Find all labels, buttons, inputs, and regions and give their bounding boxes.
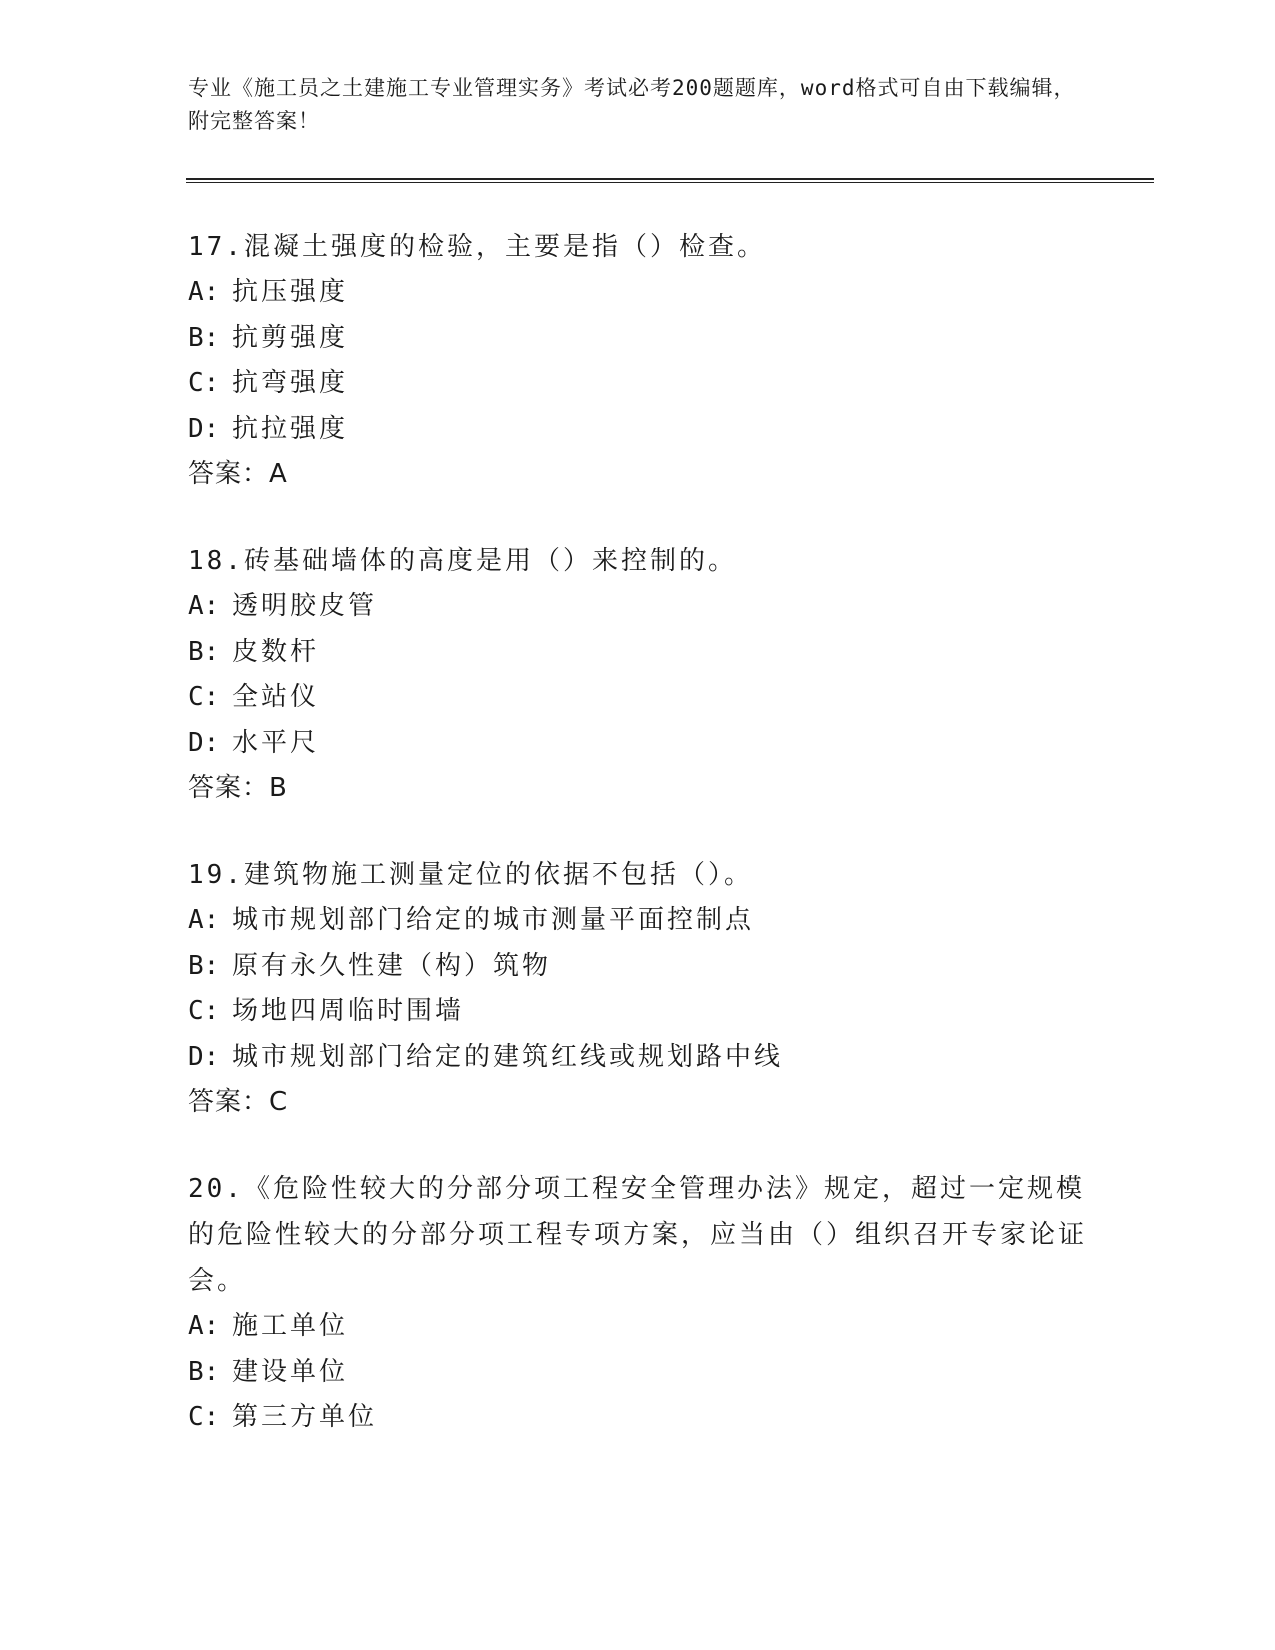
option-a — [188, 270, 1088, 316]
option-letter: D: — [188, 1041, 220, 1072]
option-text: 原有永久性建（构）筑物 — [232, 950, 552, 981]
question-stem: 20.《危险性较大的分部分项工程安全管理办法》规定，超过一定规模的危险性较大的分部分项工程专项方案，应当由（）组织召开专家论证会。 — [188, 1174, 1088, 1296]
option-letter: A: — [188, 1311, 220, 1341]
answer-line: 答案：C — [188, 1087, 289, 1117]
option-letter: B: — [188, 1356, 220, 1387]
document-header: 专业《施工员之土建施工专业管理实务》考试必考200题题库，word格式可自由下载编辑，附完整答案！ — [188, 76, 1076, 133]
option-a — [188, 1304, 1088, 1350]
option-text: 透明胶皮管 — [232, 591, 378, 621]
option-text: 抗压强度 — [232, 277, 349, 307]
option-b — [188, 630, 1088, 676]
option-c — [188, 1395, 1088, 1441]
option-a — [188, 584, 1088, 630]
option-letter: C: — [188, 1402, 220, 1432]
header-divider — [186, 178, 1154, 183]
option-d — [188, 721, 1088, 767]
question-stem: 17.混凝土强度的检验，主要是指（）检查。 — [188, 232, 766, 262]
question-stem: 18.砖基础墙体的高度是用（）来控制的。 — [188, 546, 737, 576]
option-text: 施工单位 — [232, 1311, 349, 1341]
question-18 — [188, 538, 1088, 810]
option-c — [188, 989, 1088, 1035]
option-text: 城市规划部门给定的城市测量平面控制点 — [232, 905, 755, 935]
question-stem: 19.建筑物施工测量定位的依据不包括（）。 — [188, 860, 753, 890]
option-b — [188, 944, 1088, 990]
option-c — [188, 361, 1088, 407]
answer-line: 答案：B — [188, 773, 288, 803]
question-20 — [188, 1166, 1088, 1441]
option-text: 抗弯强度 — [232, 368, 349, 398]
question-19 — [188, 852, 1088, 1124]
option-letter: B: — [188, 636, 220, 667]
option-d — [188, 1035, 1088, 1081]
option-text: 场地四周临时围墙 — [232, 996, 465, 1026]
option-d — [188, 407, 1088, 453]
option-text: 水平尺 — [232, 727, 320, 758]
option-letter: A: — [188, 591, 220, 621]
option-text: 抗拉强度 — [232, 413, 349, 444]
option-b — [188, 1350, 1088, 1396]
option-letter: B: — [188, 950, 220, 981]
option-text: 抗剪强度 — [232, 322, 349, 353]
option-letter: C: — [188, 368, 220, 398]
option-letter: D: — [188, 727, 220, 758]
option-text: 建设单位 — [232, 1356, 349, 1387]
question-17 — [188, 224, 1088, 496]
option-c — [188, 675, 1088, 721]
option-text: 第三方单位 — [232, 1402, 378, 1432]
option-letter: C: — [188, 996, 220, 1026]
option-letter: B: — [188, 322, 220, 353]
option-letter: A: — [188, 905, 220, 935]
option-b — [188, 316, 1088, 362]
answer-line: 答案：A — [188, 459, 288, 489]
option-text: 全站仪 — [232, 682, 320, 712]
option-letter: C: — [188, 682, 220, 712]
option-letter: A: — [188, 277, 220, 307]
option-text: 皮数杆 — [232, 636, 320, 667]
option-letter: D: — [188, 413, 220, 444]
option-text: 城市规划部门给定的建筑红线或规划路中线 — [232, 1041, 784, 1072]
option-a — [188, 898, 1088, 944]
